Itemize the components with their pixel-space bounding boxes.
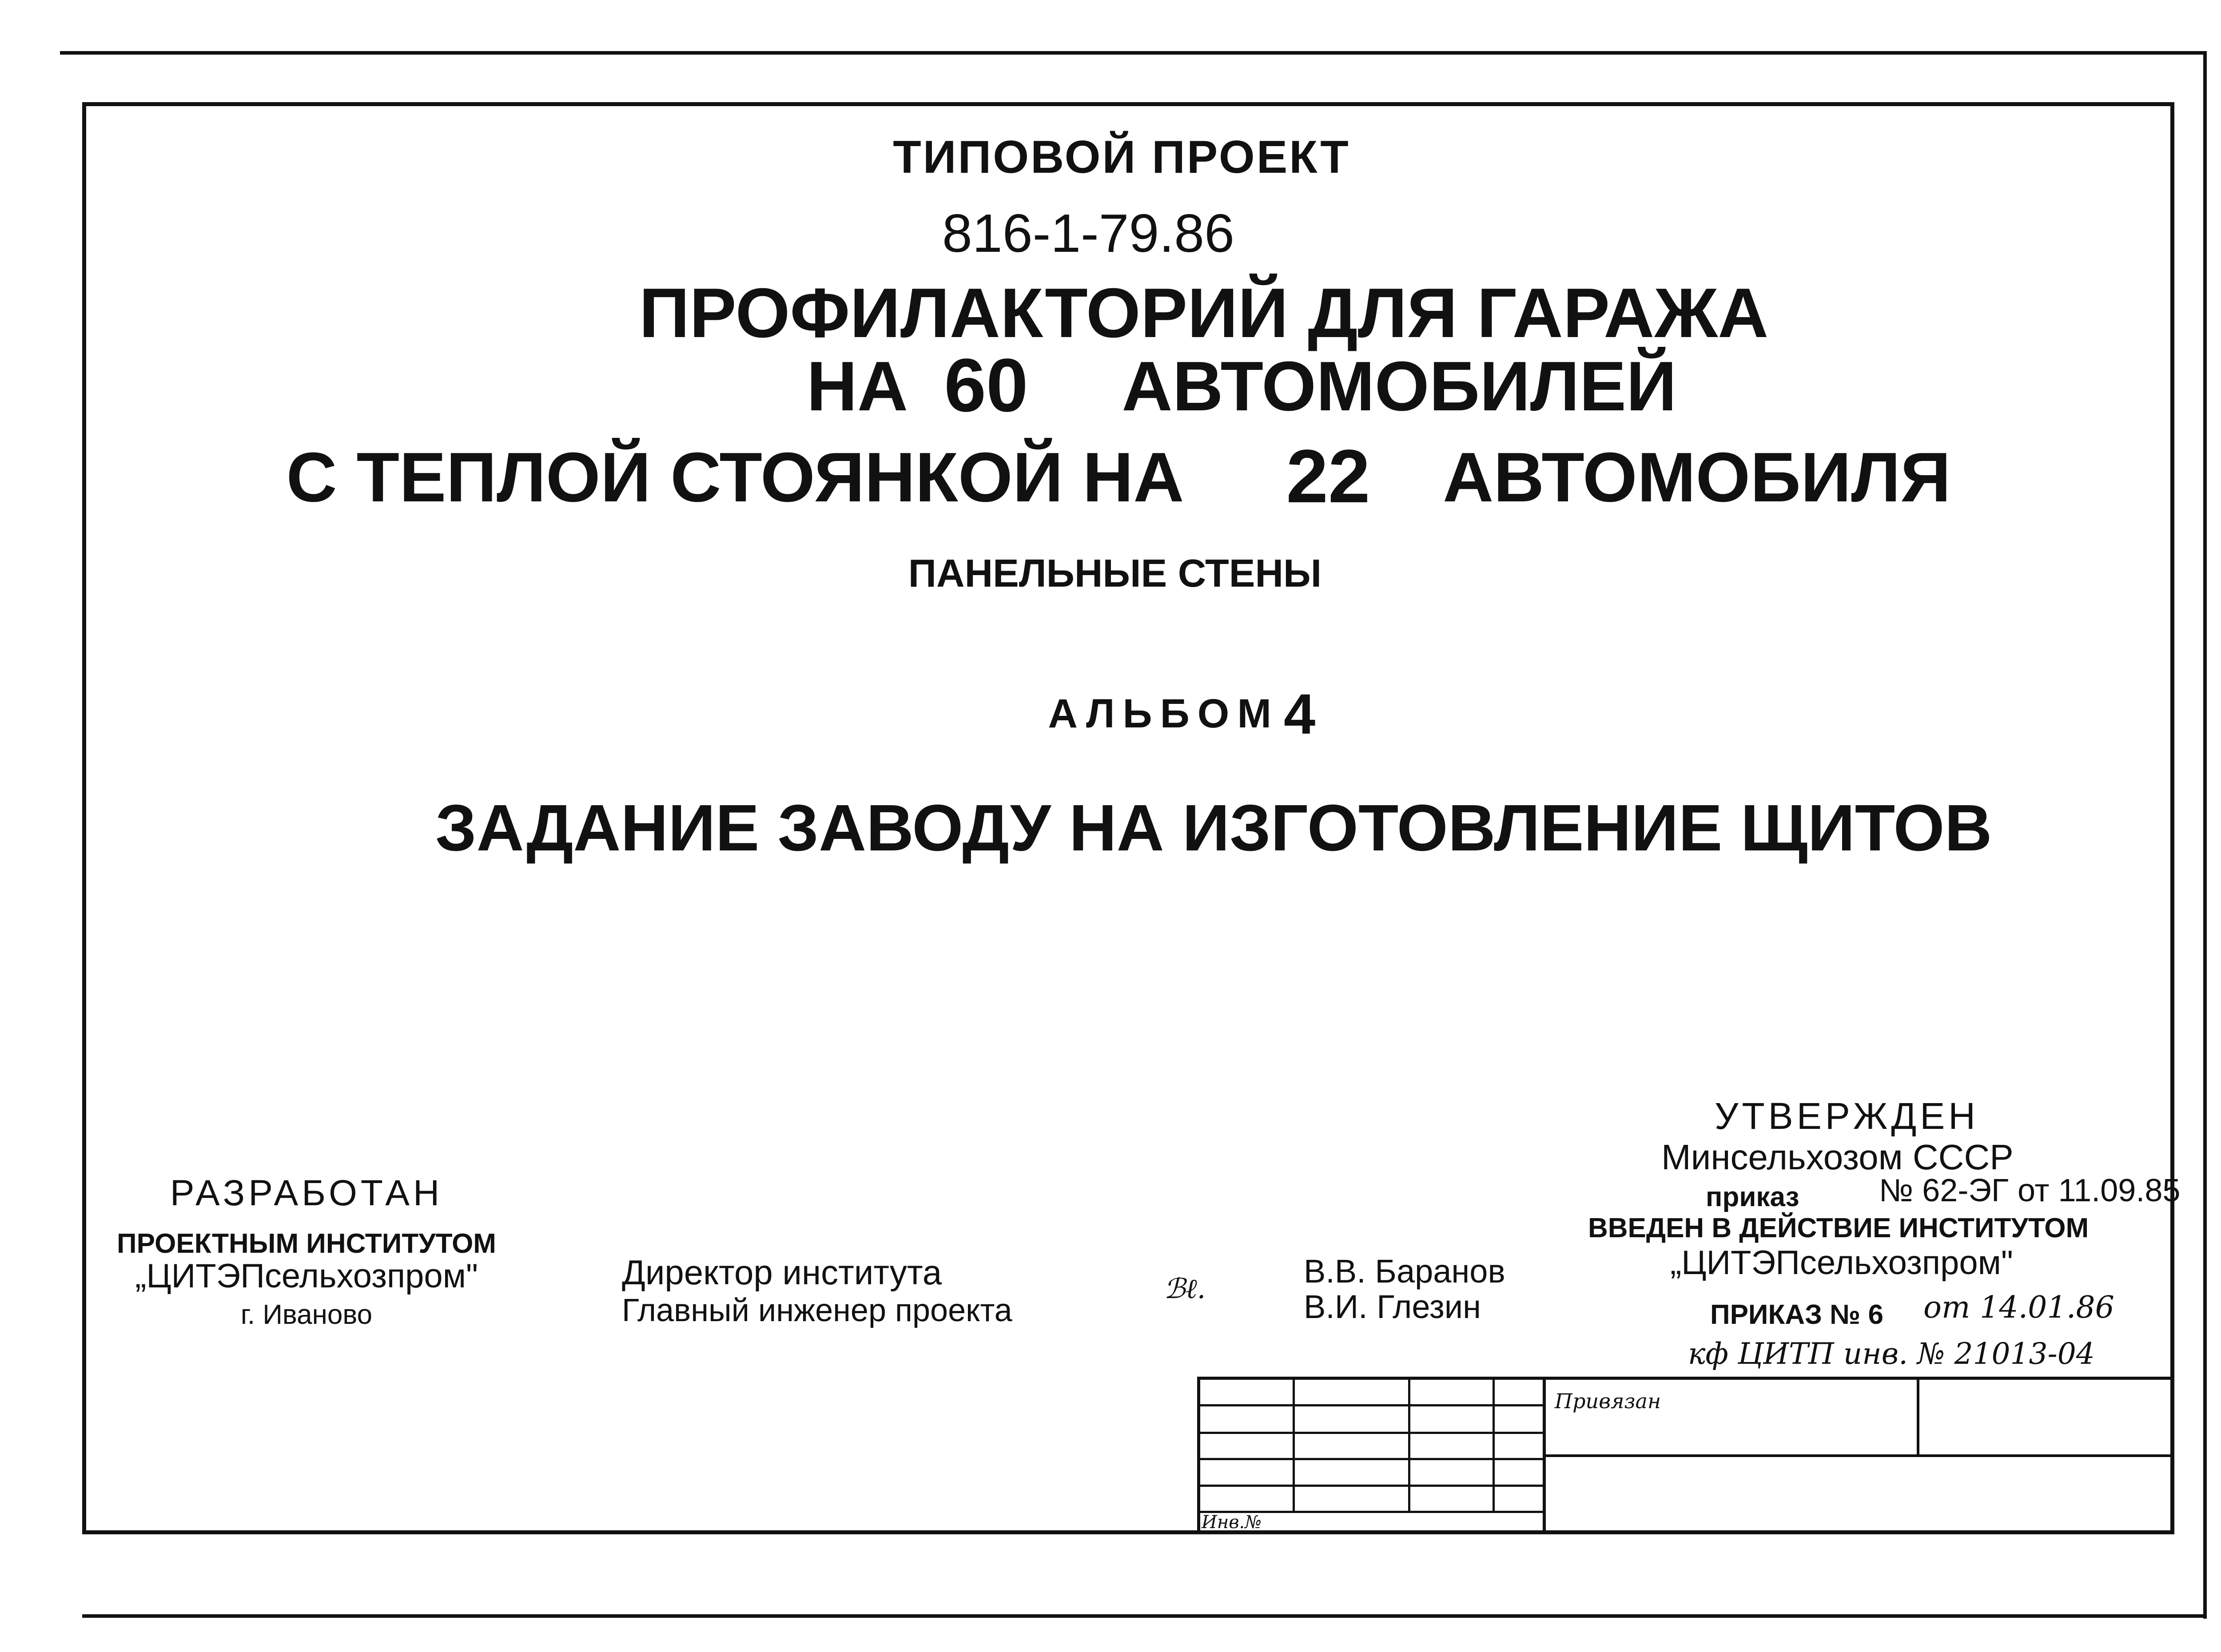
approval-institute: „ЦИТЭПсельхозпром": [1670, 1244, 2013, 1282]
approval-heading: УТВЕРЖДЕН: [1715, 1095, 1979, 1137]
album-label: АЛЬБОМ: [1048, 691, 1279, 736]
sheet-right-line: [2203, 51, 2207, 1619]
name-director: В.В. Баранов: [1304, 1253, 1505, 1290]
title-line-3-suffix: АВТОМОБИЛЯ: [1443, 438, 1951, 516]
approval-ministry: Минсельхозом СССР: [1661, 1137, 2014, 1177]
sheet-bottom-line: [82, 1614, 2205, 1618]
approval-order2-value: от 14.01.86: [1923, 1290, 2114, 1325]
project-series: ТИПОВОЙ ПРОЕКТ: [893, 131, 1350, 183]
album-number: 4: [1284, 683, 1316, 746]
task-title: ЗАДАНИЕ ЗАВОДУ НА ИЗГОТОВЛЕНИЕ ЩИТОВ: [435, 791, 1992, 865]
developer-heading: РАЗРАБОТАН: [170, 1173, 443, 1213]
developer-line-1: ПРОЕКТНЫМ ИНСТИТУТОМ: [117, 1228, 496, 1259]
stamp-table: [1197, 1377, 2174, 1534]
sheet-top-line: [60, 51, 2205, 55]
title-line-2-suffix: АВТОМОБИЛЕЙ: [1122, 347, 1677, 425]
developer-city: г. Иваново: [240, 1299, 373, 1330]
stamp-inventory-label: Инв.№: [1202, 1512, 1262, 1533]
inventory-number: кф ЦИТП инв. № 21013-04: [1688, 1337, 2095, 1371]
title-line-2-count: 60: [944, 343, 1028, 428]
approval-order-value: № 62-ЭГ от 11.09.85: [1879, 1173, 2181, 1208]
title-line-2-prefix: НА: [806, 347, 908, 425]
subtitle: ПАНЕЛЬНЫЕ СТЕНЫ: [908, 551, 1322, 595]
role-director: Директор института: [622, 1253, 942, 1292]
title-line-3-count: 22: [1286, 434, 1370, 519]
approval-order2-label: ПРИКАЗ № 6: [1710, 1299, 1883, 1330]
stamp-bound-label: Привязан: [1555, 1389, 1661, 1413]
role-chief-engineer: Главный инженер проекта: [622, 1293, 1012, 1328]
name-chief-engineer: В.И. Глезин: [1304, 1288, 1481, 1325]
approval-order-label: приказ: [1706, 1182, 1799, 1212]
handwritten-signature: ℬℓ.: [1164, 1272, 1206, 1305]
developer-institute: „ЦИТЭПсельхозпром": [135, 1257, 478, 1295]
project-number: 816-1-79.86: [942, 203, 1234, 263]
title-line-1: ПРОФИЛАКТОРИЙ ДЛЯ ГАРАЖА: [639, 274, 1769, 352]
title-line-3-prefix: С ТЕПЛОЙ СТОЯНКОЙ НА: [286, 438, 1184, 516]
approval-enacted: ВВЕДЕН В ДЕЙСТВИЕ ИНСТИТУТОМ: [1588, 1213, 2089, 1243]
